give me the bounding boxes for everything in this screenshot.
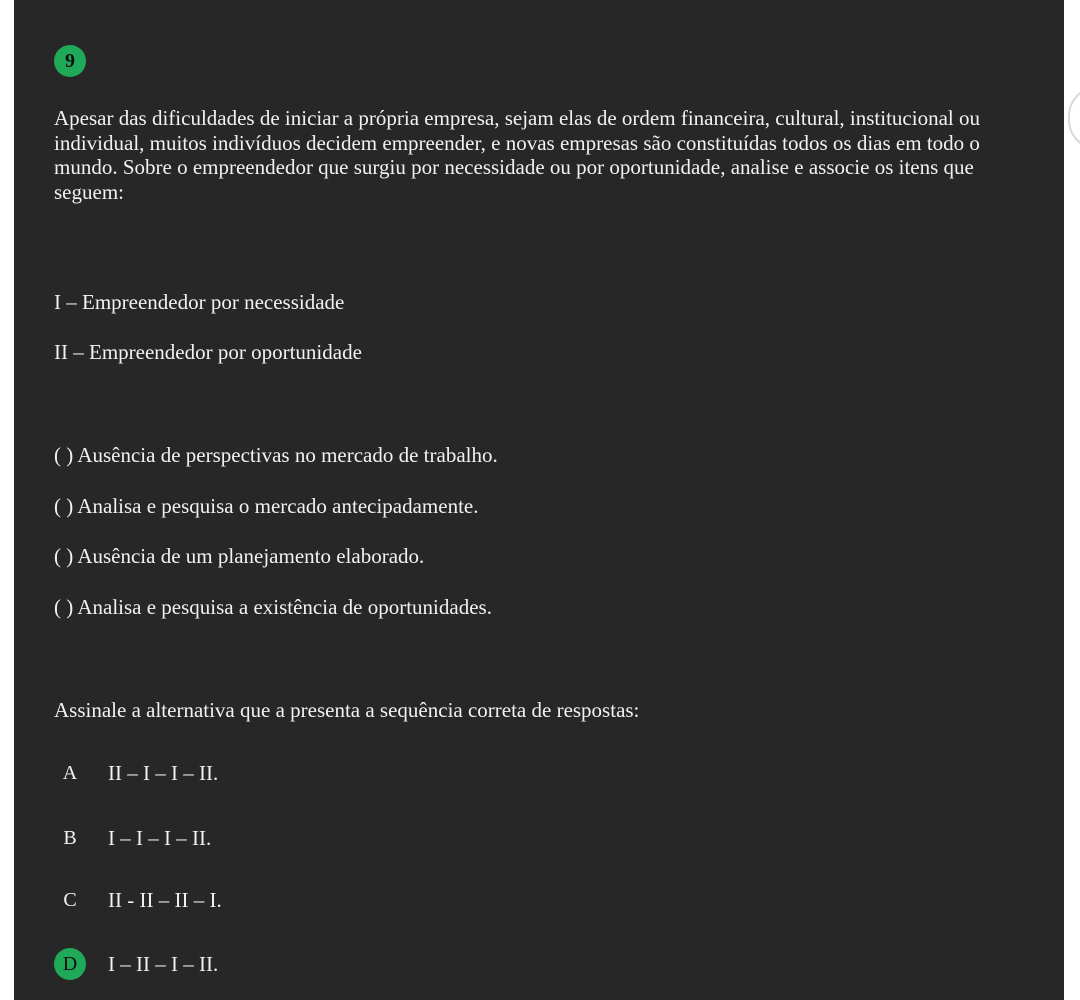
- option-b-text: I – I – I – II.: [108, 825, 212, 850]
- side-scroll-handle[interactable]: [1068, 86, 1080, 150]
- option-d[interactable]: [54, 948, 218, 980]
- option-c-letter: C: [63, 888, 77, 911]
- question-statement: Apesar das dificuldades de iniciar a própria empresa, sejam elas de ordem financeira, cultural, institucional ou individual, muitos indivíduos decidem empreender, e novas empresas são constituídas todos os dias em todo o mundo. Sobre o empreendedor que surgiu por necessidade ou por oportunidade, analise e associe os itens que seguem:: [54, 106, 980, 204]
- statement-item-1: ( ) Ausência de perspectivas no mercado de trabalho.: [54, 443, 498, 467]
- option-b-letter: B: [63, 826, 77, 849]
- option-a[interactable]: [54, 757, 218, 789]
- card-top: [14, 4, 1064, 18]
- statement-item-2: ( ) Analisa e pesquisa o mercado antecipadamente.: [54, 494, 479, 518]
- question-number-badge: 9: [54, 45, 86, 77]
- option-d-text: I – II – I – II.: [108, 951, 219, 976]
- statement-item-4: ( ) Analisa e pesquisa a existência de oportunidades.: [54, 595, 492, 619]
- option-a-letter: A: [62, 761, 78, 784]
- type-item-1: I – Empreendedor por necessidade: [54, 290, 345, 314]
- option-c[interactable]: [54, 884, 222, 916]
- statement-item-3: ( ) Ausência de um planejamento elaborado.: [54, 544, 425, 568]
- answer-prompt: Assinale a alternativa que a presenta a sequência correta de respostas:: [54, 698, 640, 722]
- type-item-2: II – Empreendedor por oportunidade: [54, 340, 362, 364]
- option-d-letter-selected: D: [54, 948, 86, 980]
- option-b[interactable]: [54, 822, 211, 854]
- option-a-text: II – I – I – II.: [108, 760, 219, 785]
- option-c-text: II - II – II – I.: [108, 887, 222, 912]
